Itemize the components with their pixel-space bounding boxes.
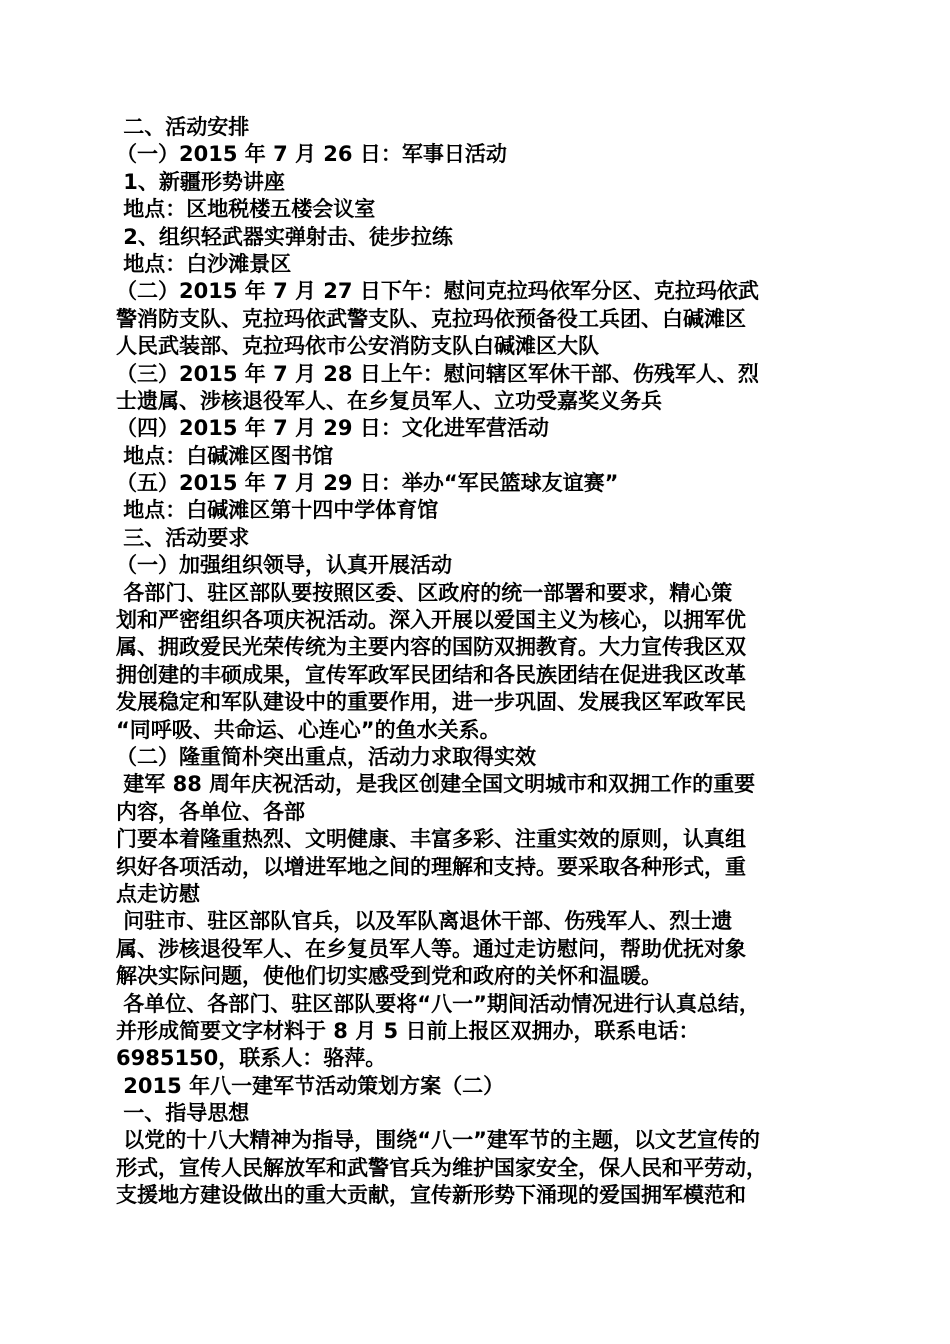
document-line: （二）隆重简朴突出重点，活动力求取得实效 <box>116 744 536 769</box>
document-line: 建军 88 周年庆祝活动，是我区创建全国文明城市和双拥工作的重要 <box>116 772 756 797</box>
document-line: “同呼吸、共命运、心连心”的鱼水关系。 <box>116 717 501 742</box>
document-line: 发展稳定和军队建设中的重要作用，进一步巩固、发展我区军政军民 <box>116 690 746 715</box>
document-line: （五）2015 年 7 月 29 日：举办“军民篮球友谊赛” <box>116 471 619 496</box>
document-line: 并形成简要文字材料于 8 月 5 日前上报区双拥办，联系电话： <box>116 1018 700 1043</box>
document-line: 属、拥政爱民光荣传统为主要内容的国防双拥教育。大力宣传我区双 <box>116 635 746 660</box>
document-line: 支援地方建设做出的重大贡献，宣传新形势下涌现的爱国拥军模范和 <box>116 1183 746 1208</box>
document-line: 形式，宣传人民解放军和武警官兵为维护国家安全，保人民和平劳动， <box>116 1155 767 1180</box>
document-line: 点走访慰 <box>116 881 200 906</box>
document-line: 地点：白碱滩区图书馆 <box>116 443 334 468</box>
document-line: 问驻市、驻区部队官兵，以及军队离退休干部、伤残军人、烈士遗 <box>116 909 733 934</box>
document-line: （一）2015 年 7 月 26 日：军事日活动 <box>116 142 507 167</box>
document-line: 织好各项活动，以增进军地之间的理解和支持。要采取各种形式，重 <box>116 854 746 879</box>
document-line: （二）2015 年 7 月 27 日下午：慰问克拉玛依军分区、克拉玛依武 <box>116 279 759 304</box>
document-line: 士遗属、涉核退役军人、在乡复员军人、立功受嘉奖义务兵 <box>116 388 662 413</box>
document-line: 人民武装部、克拉玛依市公安消防支队白碱滩区大队 <box>116 334 599 359</box>
document-line: 2015 年八一建军节活动策划方案（二） <box>116 1073 505 1098</box>
document-body <box>116 114 836 1210</box>
document-line: 属、涉核退役军人、在乡复员军人等。通过走访慰问，帮助优抚对象 <box>116 936 746 961</box>
document-line: 拥创建的丰硕成果，宣传军政军民团结和各民族团结在促进我区改革 <box>116 662 746 687</box>
document-line: （三）2015 年 7 月 28 日上午：慰问辖区军休干部、伤残军人、烈 <box>116 361 759 386</box>
document-line: 地点：白碱滩区第十四中学体育馆 <box>116 498 439 523</box>
document-line: 二、活动安排 <box>116 115 250 139</box>
document-line: 6985150，联系人：骆萍。 <box>116 1046 387 1071</box>
document-line: 以党的十八大精神为指导，围绕“八一”建军节的主题，以文艺宣传的 <box>116 1128 760 1153</box>
document-line: 内容，各单位、各部 <box>116 799 305 824</box>
document-line: （一）加强组织领导，认真开展活动 <box>116 553 452 578</box>
document-line: （四）2015 年 7 月 29 日：文化进军营活动 <box>116 416 549 441</box>
document-line: 一、指导思想 <box>116 1101 250 1126</box>
document-line: 2、组织轻武器实弹射击、徒步拉练 <box>116 224 453 249</box>
document-line: 三、活动要求 <box>116 525 250 550</box>
document-line: 解决实际问题，使他们切实感受到党和政府的关怀和温暖。 <box>116 964 662 989</box>
document-line: 各部门、驻区部队要按照区委、区政府的统一部署和要求，精心策 <box>116 580 733 605</box>
document-line: 警消防支队、克拉玛依武警支队、克拉玛依预备役工兵团、白碱滩区 <box>116 306 746 331</box>
document-line: 1、新疆形势讲座 <box>116 169 285 194</box>
document-line: 划和严密组织各项庆祝活动。深入开展以爱国主义为核心，以拥军优 <box>116 608 746 633</box>
document-line: 地点：区地税楼五楼会议室 <box>116 197 376 222</box>
document-line: 各单位、各部门、驻区部队要将“八一”期间活动情况进行认真总结， <box>116 991 760 1016</box>
document-line: 门要本着隆重热烈、文明健康、丰富多彩、注重实效的原则，认真组 <box>116 827 746 852</box>
document-line: 地点：白沙滩景区 <box>116 251 292 276</box>
